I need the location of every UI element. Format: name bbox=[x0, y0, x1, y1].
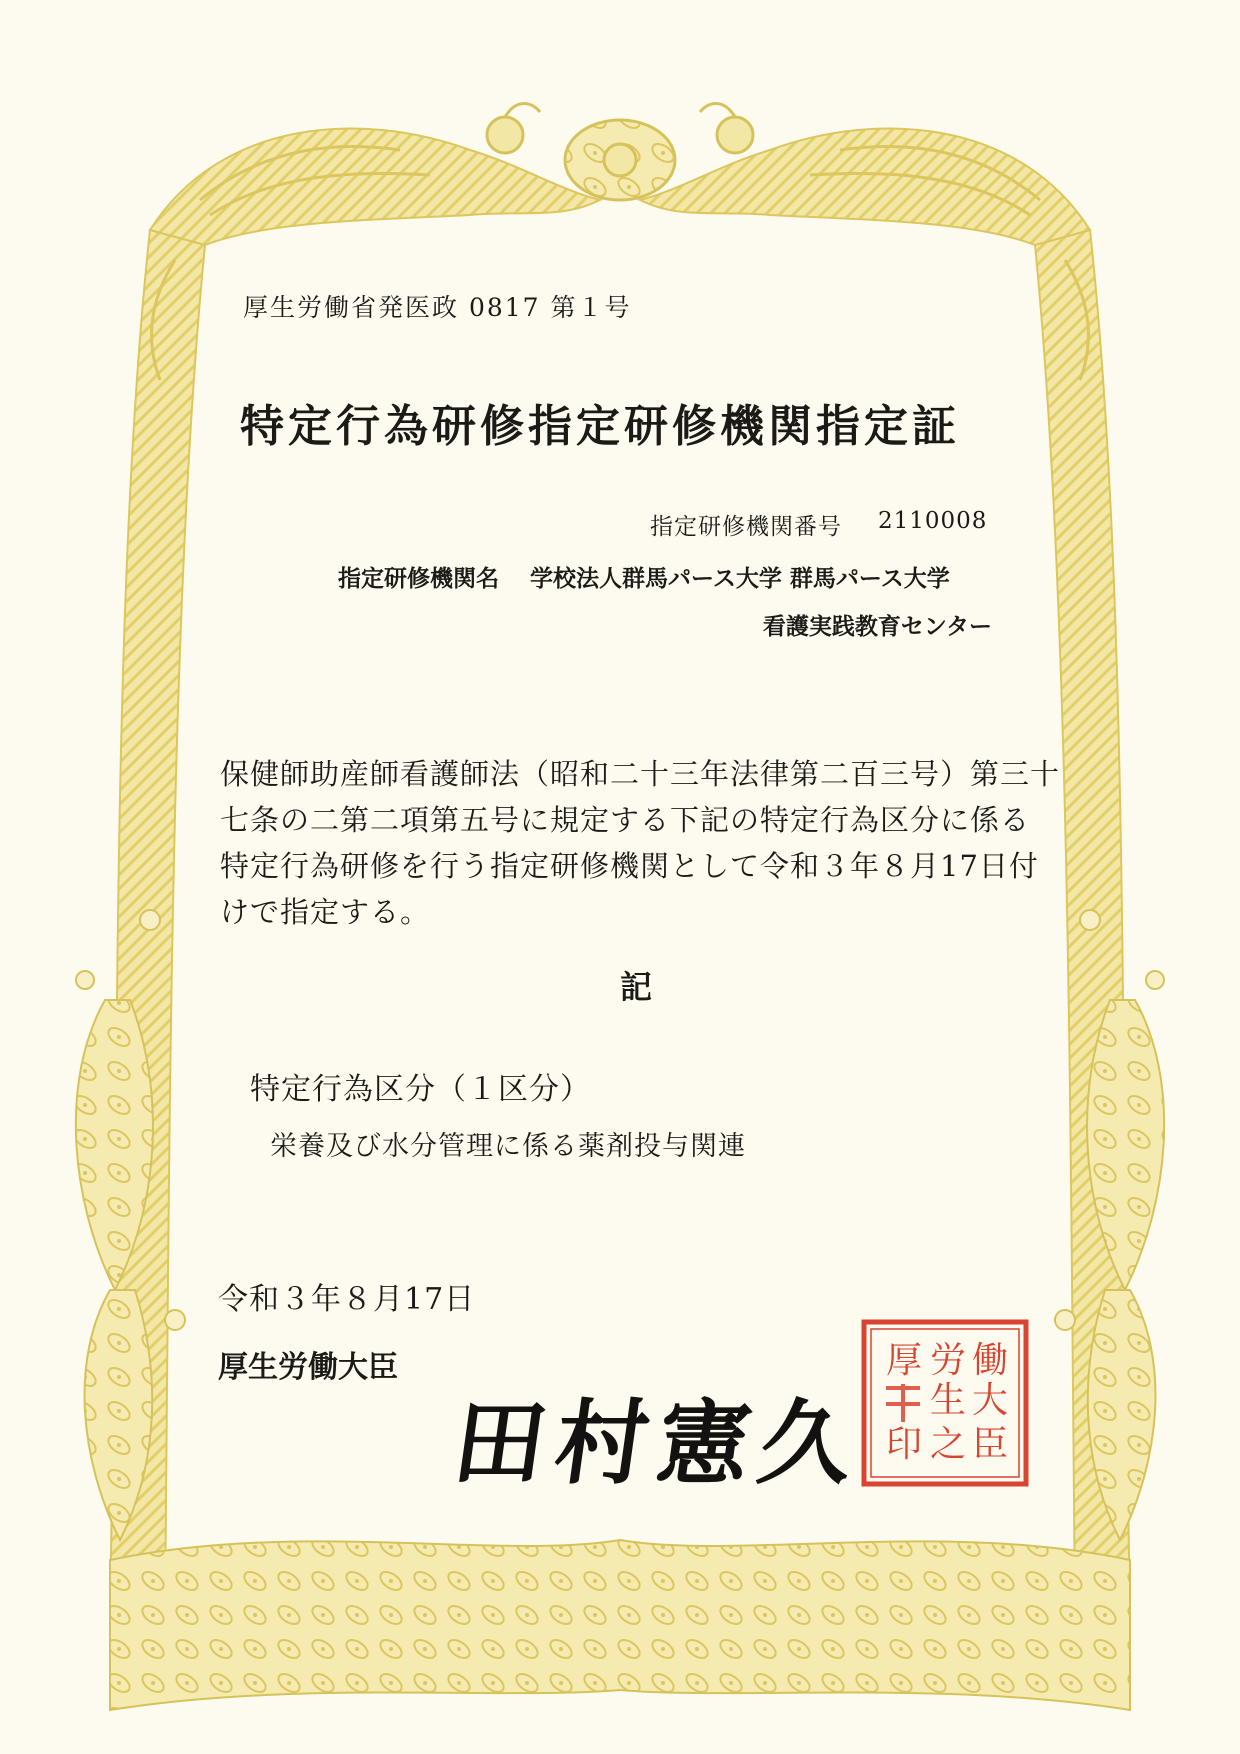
body-text-line: 七条の二第二項第五号に規定する下記の特定行為区分に係る bbox=[220, 803, 1031, 837]
svg-text:労: 労 bbox=[929, 1340, 967, 1381]
issue-date: 令和３年８月17日 bbox=[218, 1282, 476, 1317]
svg-text:大: 大 bbox=[971, 1380, 1009, 1421]
body-text-line: 特定行為研修を行う指定研修機関として令和３年８月17日付 bbox=[220, 849, 1039, 883]
svg-text:印: 印 bbox=[885, 1424, 923, 1465]
institution-number-value: 2110008 bbox=[878, 508, 988, 534]
institution-name-label: 指定研修機関名 bbox=[338, 565, 499, 592]
institution-name-line1: 学校法人群馬パース大学 群馬パース大学 bbox=[530, 565, 950, 592]
institution-number-label: 指定研修機関番号 bbox=[650, 514, 842, 540]
body-text-line: 保健師助産師看護師法（昭和二十三年法律第二百三号）第三十 bbox=[220, 757, 1061, 791]
svg-text:働: 働 bbox=[971, 1340, 1009, 1381]
certificate-title: 特定行為研修指定研修機関指定証 bbox=[240, 401, 960, 452]
category-item: 栄養及び水分管理に係る薬剤投与関連 bbox=[270, 1131, 746, 1162]
ki-heading: 記 bbox=[620, 968, 653, 1006]
svg-text:厚: 厚 bbox=[885, 1340, 923, 1381]
body-text-line: けで指定する。 bbox=[220, 895, 431, 929]
category-heading: 特定行為区分（１区分） bbox=[250, 1072, 591, 1107]
institution-name-line2: 看護実践教育センター bbox=[762, 613, 992, 640]
document-number: 厚生労働省発医政 0817 第１号 bbox=[243, 293, 632, 322]
minister-signature: 田村憲久 bbox=[446, 1389, 870, 1497]
svg-text:生: 生 bbox=[929, 1380, 967, 1421]
svg-text:之: 之 bbox=[929, 1424, 967, 1465]
svg-text:臣: 臣 bbox=[971, 1424, 1009, 1465]
minister-title: 厚生労働大臣 bbox=[218, 1350, 398, 1385]
official-seal bbox=[860, 1318, 1030, 1488]
bottom-leaf-band bbox=[110, 1540, 1130, 1710]
